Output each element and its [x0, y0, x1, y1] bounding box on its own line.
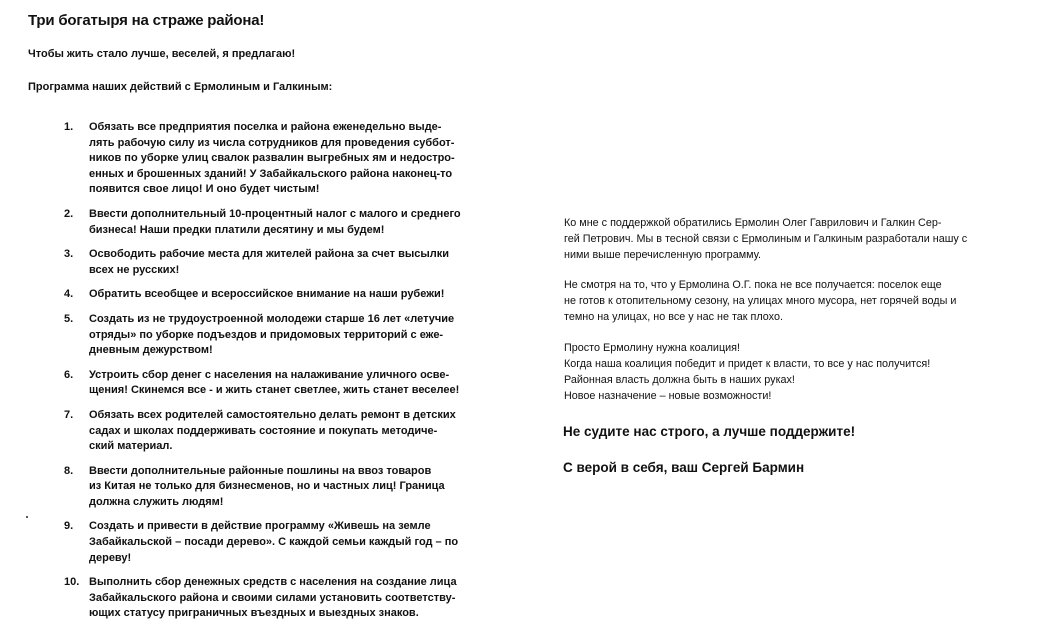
- item-text: Создать из не трудоустроенной молодежи старше 16 лет «летучие отряды» по уборке подъездов и придомовых территорий с еже- дневным дежурством!: [89, 312, 455, 357]
- item-text: Обязать все предприятия поселка и района еженедельно выде- лять рабочую силу из числа сотрудников для проведения суббот- ников по уборке улиц свалок развалин выгребных ям и недостро- енных и брошенных зданий! У Забайкальского района наконец-то появится свое лицо! И оно будет чистым!: [89, 121, 455, 196]
- program-heading: Программа наших действий с Ермолиным и Галкиным:: [28, 81, 333, 93]
- item-text: Устроить сбор денег с населения на налаживание уличного осве- щения! Скинемся все - и жить станет светлее, жить станет веселее!: [89, 368, 460, 397]
- statement-paragraph: Ко мне с поддержкой обратились Ермолин Олег Гаврилович и Галкин Сер- гей Петрович. Мы в тесной связи с Ермолиным и Галкиным разработали нашу с ними выше перечисленную программу.: [564, 217, 968, 262]
- list-item: [64, 120, 484, 198]
- list-item: [64, 287, 484, 303]
- appeal-heading: Не судите нас строго, а лучше поддержите!: [563, 424, 856, 439]
- list-item: [64, 575, 484, 622]
- item-text: Ввести дополнительные районные пошлины на ввоз товаров из Китая не только для бизнесменов, но и частных лиц! Граница должна служить людям!: [89, 464, 445, 508]
- list-item: [64, 247, 484, 278]
- list-item: [64, 464, 484, 511]
- item-text: Ввести дополнительный 10-процентный налог с малого и среднего бизнеса! Наши предки платили десятину и мы будем!: [89, 207, 461, 236]
- item-text: Освободить рабочие места для жителей района за счет высылки всех не русских!: [89, 248, 449, 276]
- program-list: [64, 120, 484, 631]
- item-number: 5.: [64, 312, 74, 325]
- statement-paragraph: Просто Ермолину нужна коалиция! Когда наша коалиция победит и придет к власти, то все у нас получится! Районная власть должна быть в наших руках! Новое назначение – новые возможности!: [564, 341, 931, 402]
- item-number: 8.: [64, 464, 74, 477]
- item-number: 9.: [64, 520, 74, 533]
- list-item: [64, 312, 484, 359]
- scan-speck: [26, 516, 28, 518]
- item-text: Создать и привести в действие программу «Живешь на земле Забайкальской – посади дерево». С каждой семьи каждый год – по дереву!: [89, 520, 459, 564]
- statement-column: [564, 215, 1024, 404]
- item-number: 2.: [64, 207, 74, 220]
- item-number: 10.: [64, 576, 80, 589]
- item-number: 3.: [64, 248, 74, 261]
- list-item: [64, 207, 484, 238]
- item-number: 7.: [64, 408, 74, 421]
- statement-paragraph: Не смотря на то, что у Ермолина О.Г. пока не все получается: поселок еще не готов к отопительному сезону, на улицах много мусора, нет горячей воды и темно на улицах, но все у нас не так плохо.: [564, 279, 957, 324]
- signature: С верой в себя, ваш Сергей Бармин: [563, 460, 805, 475]
- list-item: [64, 368, 484, 399]
- page-title: Три богатыря на страже района!: [28, 12, 265, 29]
- item-number: 6.: [64, 368, 74, 381]
- item-text: Обратить всеобщее и всероссийское внимание на наши рубежи!: [89, 288, 445, 301]
- item-text: Обязать всех родителей самостоятельно делать ремонт в детских садах и школах поддерживать состояние и покупать методиче- ский материал.: [89, 408, 456, 453]
- item-number: 1.: [64, 121, 74, 133]
- item-number: 4.: [64, 288, 74, 301]
- list-item: [64, 408, 484, 455]
- subtitle: Чтобы жить стало лучше, веселей, я предлагаю!: [28, 48, 296, 60]
- list-item: [64, 519, 484, 566]
- item-text: Выполнить сбор денежных средств с населения на создание лица Забайкальского района и своими силами установить соответству- ющих статусу приграничных въездных и выездных знаков.: [89, 576, 457, 620]
